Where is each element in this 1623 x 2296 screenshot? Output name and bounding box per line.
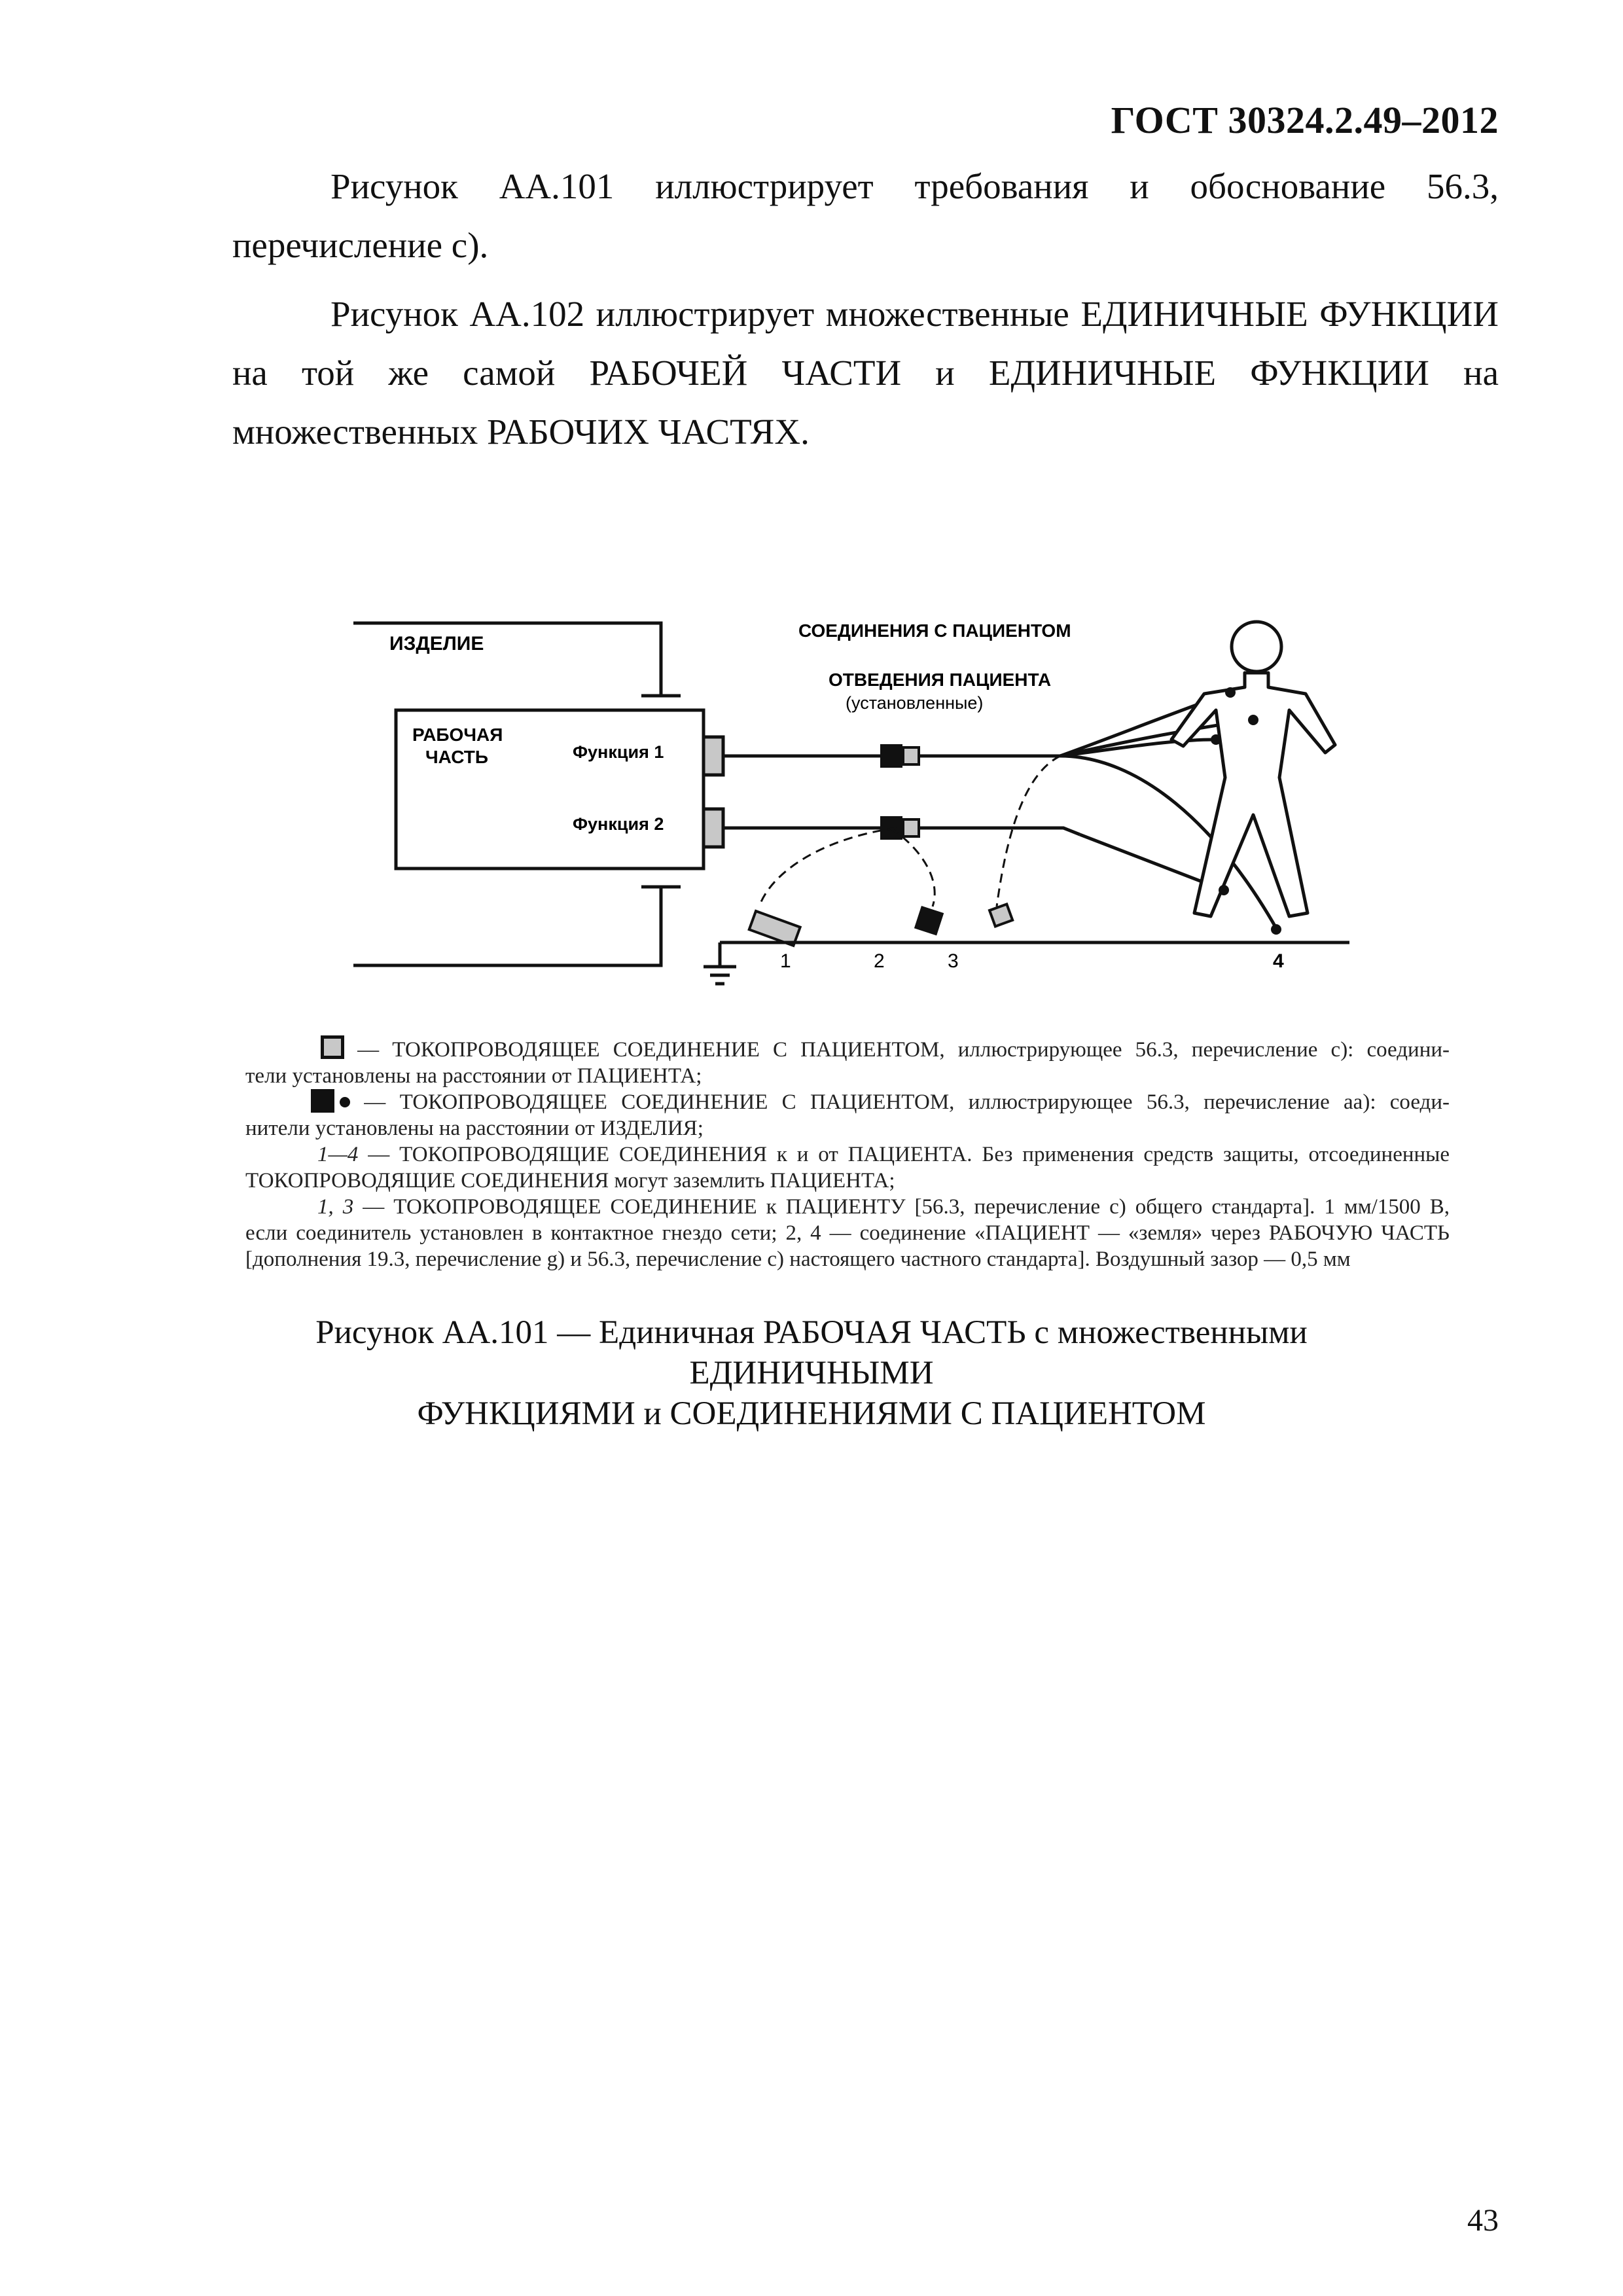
legend-item-1 [245,1035,1450,1063]
legend-4-text-a: — ТОКОПРОВОДЯЩЕЕ СОЕДИНЕНИЕ к ПАЦИЕНТУ [56.3, перечисление с) общего стандарта]. 1 мм/1500 В, [363,1195,1450,1219]
gray-square-icon [321,1035,344,1059]
device-enclosure-bottom [353,887,661,965]
patient-connections-label: СОЕДИНЕНИЯ С ПАЦИЕНТОМ [798,620,1071,641]
lead-1-gray-connector [903,747,919,764]
function-2-label: Функция 2 [573,814,664,834]
marker-4: 4 [1273,950,1284,972]
black-dot-icon [340,1097,350,1107]
black-square-icon [311,1089,334,1113]
patient-head [1232,622,1281,672]
document-header: ГОСТ 30324.2.49–2012 [1111,99,1499,141]
electrode-ground-foot [1271,924,1281,935]
function-2-socket [704,809,723,847]
legend-1-text-a: — ТОКОПРОВОДЯЩЕЕ СОЕДИНЕНИЕ С ПАЦИЕНТОМ, иллюстрирующее 56.3, перечисление с): соедини- [357,1038,1450,1062]
legend-3-number: 1—4 [317,1143,359,1166]
device-label: ИЗДЕЛИЕ [389,633,484,655]
legend-item-2-cont [245,1115,1450,1141]
disconnected-connector-2 [914,906,944,935]
applied-part-label-line1: РАБОЧАЯ [412,725,503,745]
figure-caption [196,1312,1427,1434]
marker-3: 3 [948,950,959,972]
marker-1: 1 [780,950,791,972]
legend-item-4-cont [245,1220,1450,1246]
legend-item-4-cont2 [245,1246,1450,1272]
legend-item-1-cont [245,1063,1450,1089]
legend-item-3-cont [245,1168,1450,1194]
legend-item-3 [245,1141,1450,1168]
legend-4-text-c: [дополнения 19.3, перечисление g) и 56.3, перечисление с) настоящего частного стандарта]. Воздушный зазор — 0,5 мм [245,1247,1351,1271]
caption-line-1: Рисунок АА.101 — Единичная РАБОЧАЯ ЧАСТЬ с множественными ЕДИНИЧНЫМИ [315,1314,1308,1391]
legend-4-number: 1, 3 [317,1195,354,1219]
disconnected-connector-3 [990,904,1012,926]
lead-2-gray-connector [903,819,919,836]
paragraph-2-rest: ФУНКЦИИ на той же самой РАБОЧЕЙ ЧАСТИ и ЕДИНИЧНЫЕ ФУНКЦИИ на множественных РАБОЧИХ ЧАСТЯХ. [232,294,1499,452]
legend-item-4 [245,1194,1450,1220]
caption-line-2: ФУНКЦИЯМИ и СОЕДИНЕНИЯМИ С ПАЦИЕНТОМ [417,1395,1206,1432]
applied-part-diagram [353,609,1355,995]
lead-2-to-leg [1080,834,1221,889]
paragraph-2 [232,285,1499,461]
patient-figure [1171,622,1335,935]
paragraph-1 [232,157,1499,275]
dashed-lead-1 [759,828,897,906]
lead-1-black-connector [880,744,902,768]
legend-2-text-b: нители установлены на расстоянии от ИЗДЕЛИЯ; [245,1117,704,1140]
paragraph-2-first-line: Рисунок АА.102 иллюстрирует множественные ЕДИНИЧНЫЕ [330,294,1308,334]
legend-3-text-b: ТОКОПРОВОДЯЩИЕ СОЕДИНЕНИЯ могут заземлить ПАЦИЕНТА; [245,1169,895,1193]
electrode-shoulder [1225,687,1236,698]
function-1-label: Функция 1 [573,742,664,762]
electrode-chest [1248,715,1258,725]
marker-2: 2 [874,950,885,972]
page-number: 43 [1467,2203,1499,2238]
legend-4-text-b: если соединитель установлен в контактное гнездо сети; 2, 4 — соединение «ПАЦИЕНТ — «земля» через РАБОЧУЮ ЧАСТЬ [245,1221,1450,1245]
disconnected-connector-1 [749,911,800,946]
figure-legend [245,1035,1450,1272]
function-1-socket [704,737,723,775]
leads-installed-label: (установленные) [846,693,984,713]
legend-item-2 [245,1089,1450,1115]
dashed-lead-3 [997,756,1060,906]
patient-leads-label: ОТВЕДЕНИЯ ПАЦИЕНТА [829,670,1052,690]
electrode-leg [1219,885,1229,895]
legend-3-text-a: — ТОКОПРОВОДЯЩИЕ СОЕДИНЕНИЯ к и от ПАЦИЕНТА. Без применения средств защиты, отсоединенные [368,1143,1450,1166]
lead-2-wire-b [915,828,1080,834]
paragraph-1-rest: перечисление с). [232,225,489,265]
electrode-waist [1211,734,1221,745]
paragraph-1-first-line: Рисунок АА.101 иллюстрирует требования и обоснование 56.3, [330,166,1499,206]
applied-part-label-line2: ЧАСТЬ [425,747,488,767]
legend-1-text-b: тели установлены на расстоянии от ПАЦИЕНТА; [245,1064,702,1088]
legend-2-text-a: — ТОКОПРОВОДЯЩЕЕ СОЕДИНЕНИЕ С ПАЦИЕНТОМ, иллюстрирующее 56.3, перечисление аа): соеди- [364,1090,1450,1114]
